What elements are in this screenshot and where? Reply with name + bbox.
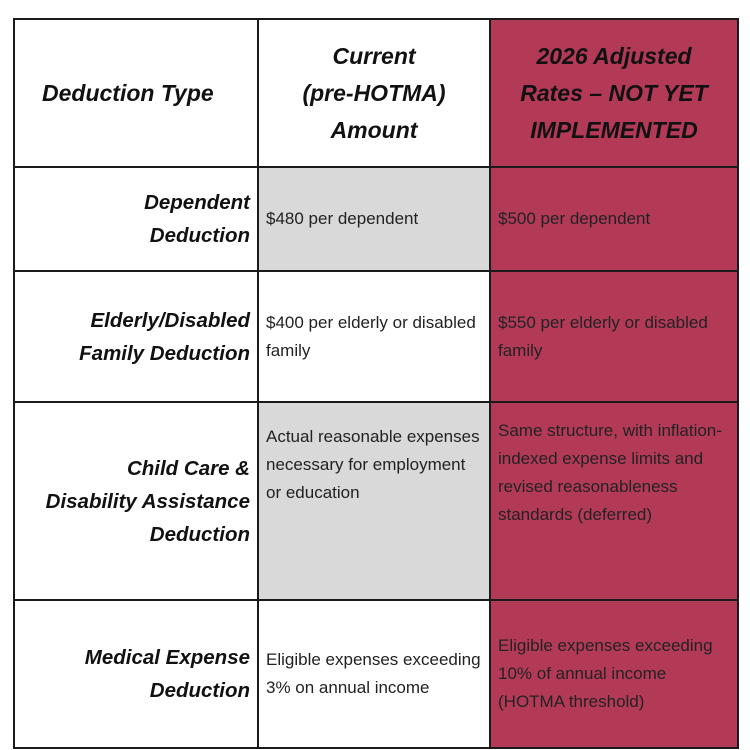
type-line: Dependent xyxy=(144,191,250,214)
type-line: Deduction xyxy=(149,679,250,702)
header-line: 2026 Adjusted xyxy=(536,42,692,69)
table-row xyxy=(14,600,738,748)
header-line: Rates – NOT YET xyxy=(520,79,708,106)
type-line: Child Care & xyxy=(126,456,250,480)
adjusted-rate-cell: Same structure, with inflation-indexed expense limits and revised reasonableness standards (deferred) xyxy=(490,402,738,600)
header-line: IMPLEMENTED xyxy=(530,116,698,143)
header-deduction-type xyxy=(14,19,258,167)
table-row xyxy=(14,271,738,402)
adjusted-rate-cell: $550 per elderly or disabled family xyxy=(490,271,738,402)
table-row xyxy=(14,167,738,271)
header-row xyxy=(14,19,738,167)
current-amount-cell: Eligible expenses exceeding 3% on annual income xyxy=(258,600,490,748)
header-line: Current xyxy=(332,42,416,69)
adjusted-rate-cell: Eligible expenses exceeding 10% of annual income (HOTMA threshold) xyxy=(490,600,738,748)
current-amount-cell: Actual reasonable expenses necessary for employment or education xyxy=(258,402,490,600)
type-line: Medical Expense xyxy=(84,646,250,669)
deduction-type-cell xyxy=(14,271,258,402)
deduction-type-cell xyxy=(14,600,258,748)
table-row xyxy=(14,402,738,600)
deduction-type-cell xyxy=(14,167,258,271)
type-line: Deduction xyxy=(149,224,250,247)
header-2026-adjusted-rates xyxy=(490,19,738,167)
type-line: Elderly/Disabled xyxy=(90,308,250,332)
deductions-table xyxy=(13,18,739,749)
header-line: (pre-HOTMA) xyxy=(302,79,446,106)
adjusted-rate-cell: $500 per dependent xyxy=(490,167,738,271)
deduction-type-cell xyxy=(14,402,258,600)
header-current-amount xyxy=(258,19,490,167)
header-line: Deduction Type xyxy=(42,79,214,106)
header-line: Amount xyxy=(330,116,418,143)
type-line: Family Deduction xyxy=(79,341,250,365)
type-line: Deduction xyxy=(149,522,250,546)
type-line: Disability Assistance xyxy=(45,489,250,513)
current-amount-cell: $480 per dependent xyxy=(258,167,490,271)
current-amount-cell: $400 per elderly or disabled family xyxy=(258,271,490,402)
